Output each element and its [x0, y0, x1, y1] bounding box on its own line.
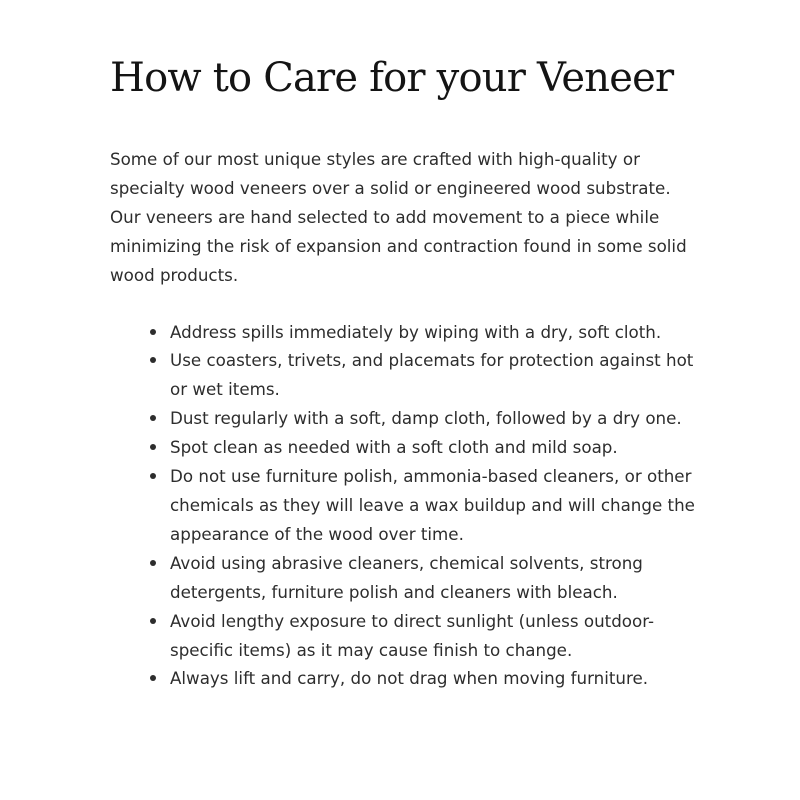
care-tip-text: Avoid lengthy exposure to direct sunlight (unless outdoor-specific items) as it may cause finish to change.	[170, 610, 655, 660]
bullet-icon	[150, 415, 156, 421]
care-tip-text: Spot clean as needed with a soft cloth and mild soap.	[170, 437, 618, 458]
care-tip	[170, 549, 700, 607]
bullet-icon	[150, 444, 156, 450]
care-tip	[170, 664, 700, 693]
care-tip	[170, 318, 700, 347]
care-tip-text: Avoid using abrasive cleaners, chemical solvents, strong detergents, furniture polish and cleaners with bleach.	[170, 552, 643, 602]
care-tip-text: Always lift and carry, do not drag when moving furniture.	[170, 668, 649, 689]
care-tip	[170, 404, 700, 433]
care-tip	[170, 346, 700, 404]
bullet-icon	[150, 473, 156, 479]
care-tip	[170, 433, 700, 462]
care-tip-text: Use coasters, trivets, and placemats for protection against hot or wet items.	[170, 350, 694, 400]
bullet-icon	[150, 357, 156, 363]
bullet-icon	[150, 329, 156, 335]
bullet-icon	[150, 560, 156, 566]
intro-paragraph: Some of our most unique styles are crafted with high-quality or specialty wood veneers over a solid or engineered wood substrate. Our veneers are hand selected to add movement to a piece while minimizing the risk of expansion and contraction found in some solid wood products.	[110, 149, 687, 285]
bullet-icon	[150, 675, 156, 681]
care-tip	[170, 462, 700, 549]
care-article	[110, 52, 710, 693]
care-tip-text: Do not use furniture polish, ammonia-based cleaners, or other chemicals as they will leave a wax buildup and will change the appearance of the wood over time.	[170, 466, 695, 544]
article-title: How to Care for your Veneer	[110, 55, 674, 101]
care-tip	[170, 607, 700, 665]
care-tip-text: Address spills immediately by wiping with a dry, soft cloth.	[170, 321, 662, 342]
care-tip-text: Dust regularly with a soft, damp cloth, followed by a dry one.	[170, 408, 682, 429]
care-tips-list	[110, 318, 710, 694]
bullet-icon	[150, 618, 156, 624]
